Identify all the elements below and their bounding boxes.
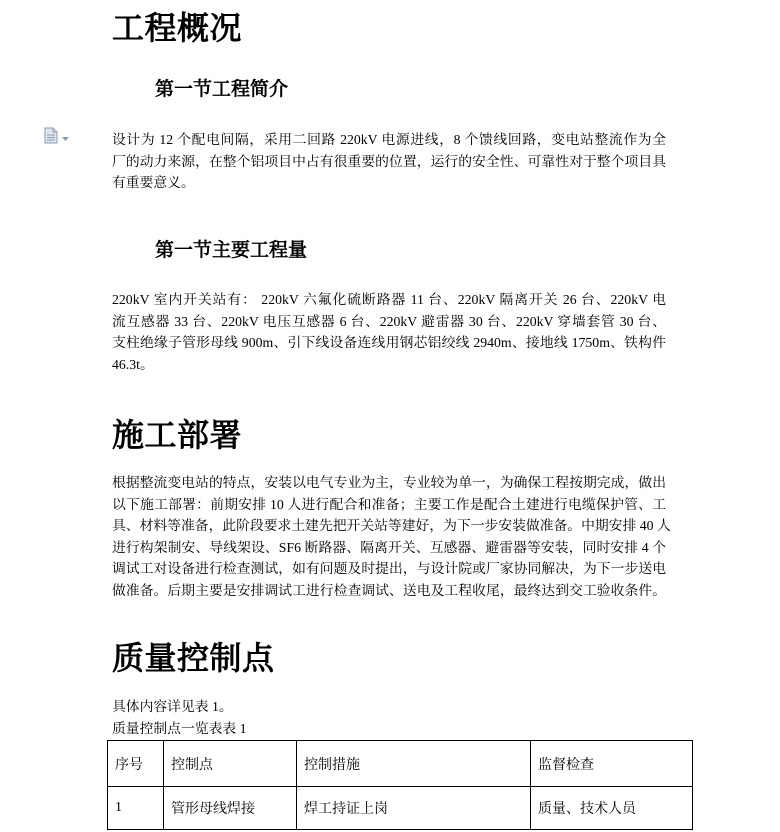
table-cell: 管形母线焊接	[164, 787, 297, 830]
paragraph-line: 46.3t。	[112, 356, 154, 372]
table-cell: 质量、技术人员	[531, 787, 693, 830]
table-header-cell: 控制措施	[297, 741, 531, 787]
heading-overview: 工程概况	[112, 10, 243, 46]
subheading-project-intro: 第一节工程简介	[155, 79, 289, 100]
paragraph-handle[interactable]	[44, 129, 74, 147]
paragraph-line: 有重要意义。	[112, 175, 195, 190]
paragraph-deployment	[112, 472, 671, 601]
chevron-down-icon[interactable]	[62, 129, 69, 147]
paragraph-line: 设计为 12 个配电间隔，采用二回路 220kV 电源进线，8 个馈线回路，变电站整流作为全	[112, 132, 666, 147]
table-caption: 质量控制点一览表表 1	[112, 721, 247, 736]
table-row	[108, 787, 693, 830]
paragraph-main-quantities	[112, 289, 666, 375]
paragraph-line: 根据整流变电站的特点，安装以电气专业为主，专业较为单一，为确保工程按期完成，做出	[112, 475, 666, 490]
quality-control-table	[107, 740, 693, 830]
table-header-cell: 控制点	[164, 741, 297, 787]
paragraph-line: 厂的动力来源，在整个铝项目中占有很重要的位置，运行的安全性、可靠性对于整个项目具	[112, 153, 666, 169]
paragraph-project-intro	[112, 129, 666, 194]
paragraph-line: 流互感器 33 台、220kV 电压互感器 6 台、220kV 避雷器 30 台、220kV 穿墙套管 30 台、	[112, 313, 666, 329]
table-reference-note: 具体内容详见表 1。	[112, 699, 233, 714]
table-header-cell: 序号	[108, 741, 164, 787]
heading-quality-control: 质量控制点	[112, 640, 275, 676]
table-header-cell: 监督检查	[531, 741, 693, 787]
subheading-main-quantities: 第一节主要工程量	[155, 240, 308, 261]
document-icon[interactable]	[44, 127, 58, 149]
table-cell: 焊工持证上岗	[297, 787, 531, 830]
paragraph-line: 以下施工部署：前期安排 10 人进行配合和准备；主要工作是配合土建进行电缆保护管、工	[112, 496, 666, 512]
paragraph-line: 做准备。后期主要是安排调试工进行检查调试、送电及工程收尾，最终达到交工验收条件。	[112, 582, 666, 598]
heading-deployment: 施工部署	[112, 417, 243, 453]
paragraph-line: 具、材料等准备，此阶段要求土建先把开关站等建好，为下一步安装做准备。中期安排 40 人	[112, 518, 671, 533]
paragraph-line: 调试工对设备进行检查测试，如有问题及时提出，与设计院或厂家协同解决，为下一步送电	[112, 561, 666, 576]
paragraph-line: 进行构架制安、导线架设、SF6 断路器、隔离开关、互感器、避雷器等安装，同时安排 4 个	[112, 539, 666, 555]
table-header-row	[108, 741, 693, 787]
paragraph-line: 支柱绝缘子管形母线 900m、引下线设备连线用钢芯铝绞线 2940m、接地线 1750m、铁构件	[112, 335, 666, 350]
table-cell: 1	[108, 787, 164, 830]
paragraph-line: 220kV 室内开关站有： 220kV 六氟化硫断路器 11 台、220kV 隔离开关 26 台、220kV 电	[112, 292, 666, 307]
